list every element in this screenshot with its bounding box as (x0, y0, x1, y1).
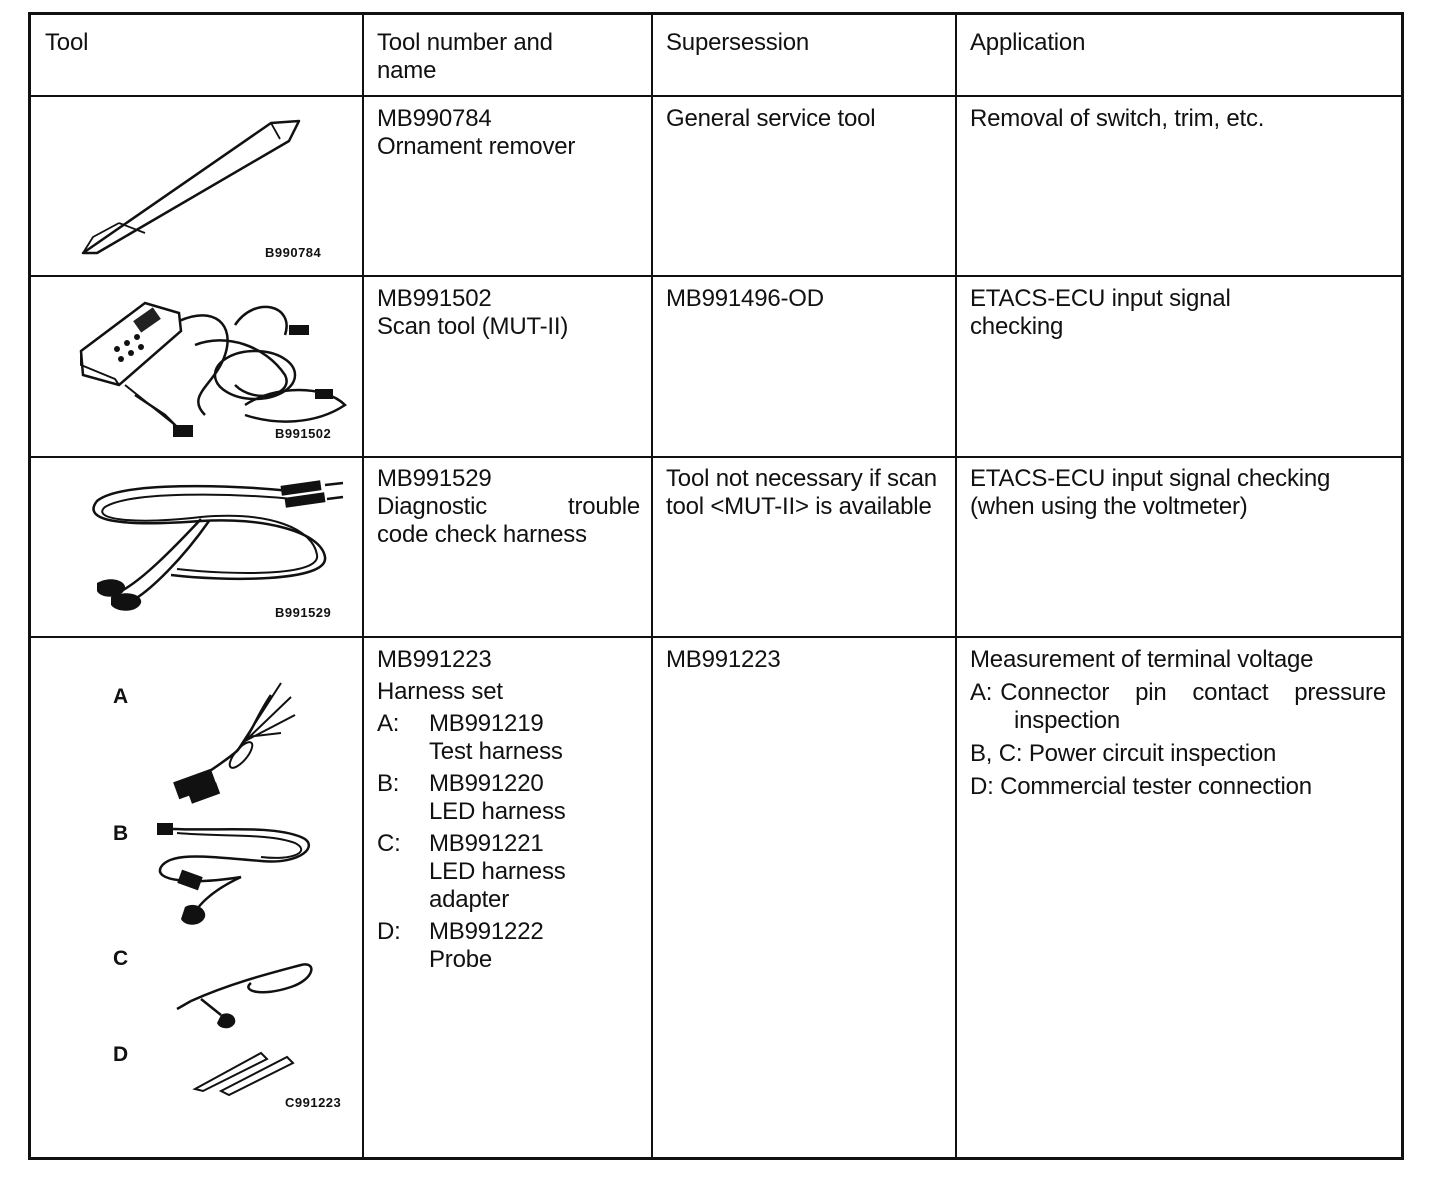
test-harness-illustration (161, 675, 311, 805)
component-number: MB991220 (429, 770, 544, 797)
figure-letter: B (113, 822, 129, 845)
check-harness-illustration (81, 471, 351, 611)
component-key: A: (377, 710, 400, 737)
row-divider (31, 636, 1401, 638)
application-text: Connector pin contact pressure (1000, 679, 1386, 706)
tool-name-word: trouble (568, 493, 640, 520)
supersession: MB991496-OD (666, 285, 824, 312)
application-key: D: (970, 773, 994, 800)
figure-letter: A (113, 685, 129, 708)
supersession: General service tool (666, 105, 876, 132)
column-divider (955, 15, 957, 1157)
component-list (377, 710, 637, 974)
application: Removal of switch, trim, etc. (970, 105, 1265, 132)
header-supersession: Supersession (666, 29, 810, 56)
tool-number: MB991502 (377, 285, 492, 312)
component-number: MB991219 (429, 710, 544, 737)
component-item (377, 710, 637, 766)
component-item (377, 830, 637, 914)
tool-number: MB991223 (377, 646, 492, 673)
tool-number-name (377, 465, 640, 549)
led-harness-adapter-illustration (171, 943, 321, 1033)
led-harness-illustration (151, 811, 321, 931)
tool-number: MB990784 (377, 105, 492, 132)
tool-number-name (377, 646, 637, 974)
figure-code: B991529 (275, 605, 332, 620)
application-item (970, 679, 1386, 735)
application-text: Commercial tester connection (1000, 773, 1312, 800)
tool-name-word: Diagnostic (377, 493, 488, 520)
application-key: B, C: (970, 740, 1023, 767)
special-tools-table (28, 12, 1404, 1160)
row-divider (31, 95, 1401, 97)
tool-name: Harness set (377, 678, 503, 705)
component-item (377, 918, 637, 974)
figure-code: B990784 (265, 245, 322, 260)
component-name: LED harness adapter (429, 858, 566, 913)
application-text: Power circuit inspection (1028, 740, 1277, 767)
scan-tool-illustration (75, 285, 365, 445)
tool-number-name (377, 105, 575, 161)
application-title: Measurement of terminal voltage (970, 646, 1314, 673)
component-key: B: (377, 770, 400, 797)
tool-name: Scan tool (MUT-II) (377, 313, 569, 340)
component-name: Probe (429, 946, 493, 973)
column-divider (651, 15, 653, 1157)
header-tool-number-name: Tool number and name (377, 29, 553, 84)
column-divider (362, 15, 364, 1157)
tool-name-line2: code check harness (377, 521, 587, 548)
figure-letter: D (113, 1043, 129, 1066)
tool-name-line1 (377, 493, 640, 521)
application: ETACS-ECU input signal checking (970, 285, 1231, 340)
supersession: MB991223 (666, 646, 781, 673)
figure-letter: C (113, 947, 129, 970)
figure-code: C991223 (285, 1095, 342, 1110)
supersession: Tool not necessary if scan tool <MUT-II> is available (666, 465, 937, 520)
tool-number: MB991529 (377, 465, 492, 492)
tool-name: Ornament remover (377, 133, 576, 160)
application-key: A: (970, 679, 993, 706)
application: ETACS-ECU input signal checking (when using the voltmeter) (970, 465, 1331, 520)
component-item (377, 770, 637, 826)
application (970, 646, 1386, 801)
probe-illustration (191, 1045, 301, 1095)
component-name: LED harness (429, 798, 566, 825)
component-number: MB991222 (429, 918, 544, 945)
figure-code: B991502 (275, 426, 332, 441)
tool-number-name (377, 285, 568, 341)
header-tool: Tool (45, 29, 89, 56)
row-divider (31, 275, 1401, 277)
application-text-cont: inspection (1014, 707, 1121, 734)
application-item (970, 773, 1386, 801)
application-item (970, 740, 1386, 768)
component-name: Test harness (429, 738, 563, 765)
component-key: C: (377, 830, 401, 857)
ornament-remover-illustration (75, 111, 305, 261)
component-key: D: (377, 918, 401, 945)
header-application: Application (970, 29, 1086, 56)
row-divider (31, 456, 1401, 458)
component-number: MB991221 (429, 830, 544, 857)
